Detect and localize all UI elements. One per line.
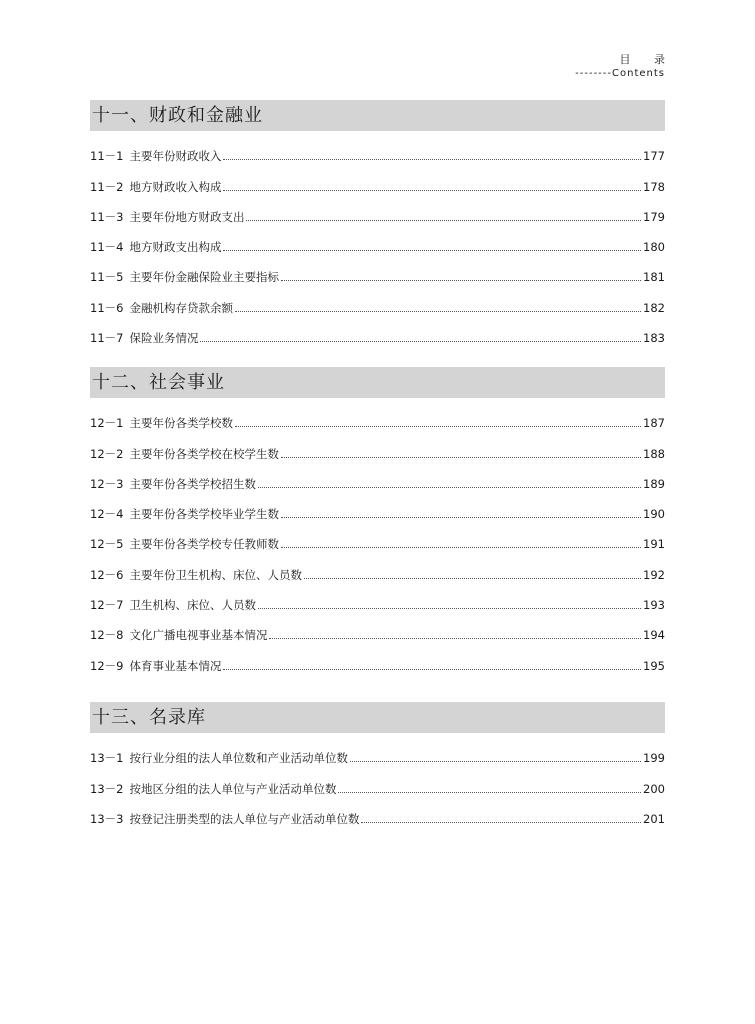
- dot-leader: [281, 546, 641, 548]
- entry-title: 主要年份财政收入: [129, 149, 222, 164]
- entry-page-number: 192: [643, 567, 665, 582]
- toc-entry[interactable]: [90, 401, 665, 431]
- toc-section-11: [90, 100, 665, 346]
- dot-leader: [235, 425, 641, 427]
- entry-page-number: 193: [643, 598, 665, 613]
- entry-number: 11－7: [90, 331, 124, 346]
- toc-entry[interactable]: [90, 613, 665, 643]
- entry-number: 12－7: [90, 598, 124, 613]
- entry-page-number: 179: [643, 209, 665, 224]
- entry-number: 11－1: [90, 149, 124, 164]
- entry-number: 12－8: [90, 628, 124, 643]
- dot-leader: [281, 456, 641, 458]
- entry-page-number: 191: [643, 537, 665, 552]
- entry-title: 主要年份各类学校在校学生数: [129, 446, 279, 461]
- entry-number: 12－2: [90, 446, 124, 461]
- entry-page-number: 201: [643, 811, 665, 826]
- entry-number: 11－5: [90, 270, 124, 285]
- page-header: [575, 53, 675, 81]
- dot-leader: [258, 607, 641, 609]
- entry-number: 11－3: [90, 209, 124, 224]
- entry-page-number: 181: [643, 270, 665, 285]
- entry-title: 文化广播电视事业基本情况: [129, 628, 268, 643]
- dot-leader: [338, 791, 641, 793]
- entry-title: 主要年份卫生机构、床位、人员数: [129, 567, 302, 582]
- entry-page-number: 188: [643, 446, 665, 461]
- entry-page-number: 187: [643, 416, 665, 431]
- entry-list: [90, 134, 665, 346]
- entry-title: 金融机构存贷款余额: [129, 300, 233, 315]
- section-heading: 十二、社会事业: [90, 367, 665, 398]
- entry-number: 13－2: [90, 781, 124, 796]
- toc-entry[interactable]: [90, 285, 665, 315]
- toc-entry[interactable]: [90, 583, 665, 613]
- entry-title: 主要年份各类学校招生数: [129, 476, 256, 491]
- toc-section-13: [90, 702, 665, 827]
- entry-title: 按登记注册类型的法人单位与产业活动单位数: [129, 811, 360, 826]
- entry-number: 12－1: [90, 416, 124, 431]
- dot-leader: [258, 486, 641, 488]
- entry-number: 12－9: [90, 658, 124, 673]
- dot-leader: [223, 158, 641, 160]
- toc-entry[interactable]: [90, 643, 665, 673]
- entry-page-number: 177: [643, 149, 665, 164]
- toc-entry[interactable]: [90, 552, 665, 582]
- toc-entry[interactable]: [90, 431, 665, 461]
- entry-page-number: 182: [643, 300, 665, 315]
- entry-page-number: 195: [643, 658, 665, 673]
- entry-page-number: 200: [643, 781, 665, 796]
- entry-number: 13－3: [90, 811, 124, 826]
- toc-section-12: [90, 367, 665, 674]
- entry-title: 体育事业基本情况: [129, 658, 222, 673]
- section-heading: 十三、名录库: [90, 702, 665, 733]
- section-heading: 十一、财政和金融业: [90, 100, 665, 131]
- dot-leader: [269, 637, 641, 639]
- entry-number: 12－4: [90, 507, 124, 522]
- dot-leader: [200, 340, 641, 342]
- entry-title: 地方财政支出构成: [129, 240, 222, 255]
- entry-number: 12－5: [90, 537, 124, 552]
- entry-number: 13－1: [90, 751, 124, 766]
- toc-entry[interactable]: [90, 736, 665, 766]
- dot-leader: [223, 189, 641, 191]
- entry-number: 11－2: [90, 179, 124, 194]
- header-subtitle: --------Contents: [575, 68, 665, 79]
- entry-title: 主要年份金融保险业主要指标: [129, 270, 279, 285]
- entry-title: 卫生机构、床位、人员数: [129, 598, 256, 613]
- entry-number: 11－6: [90, 300, 124, 315]
- entry-page-number: 190: [643, 507, 665, 522]
- entry-number: 12－6: [90, 567, 124, 582]
- entry-title: 主要年份各类学校专任教师数: [129, 537, 279, 552]
- toc-entry[interactable]: [90, 164, 665, 194]
- dot-leader: [235, 310, 641, 312]
- toc-entry[interactable]: [90, 195, 665, 225]
- header-title: 目 录: [619, 53, 675, 66]
- entry-title: 主要年份各类学校毕业学生数: [129, 507, 279, 522]
- entry-number: 11－4: [90, 240, 124, 255]
- entry-title: 主要年份地方财政支出: [129, 209, 245, 224]
- entry-page-number: 199: [643, 751, 665, 766]
- toc-entry[interactable]: [90, 255, 665, 285]
- entry-list: [90, 401, 665, 674]
- toc-entry[interactable]: [90, 522, 665, 552]
- entry-title: 按地区分组的法人单位与产业活动单位数: [129, 781, 337, 796]
- entry-page-number: 178: [643, 179, 665, 194]
- entry-page-number: 189: [643, 476, 665, 491]
- entry-title: 保险业务情况: [129, 331, 199, 346]
- dot-leader: [281, 516, 641, 518]
- dot-leader: [223, 668, 641, 670]
- dot-leader: [350, 760, 641, 762]
- entry-page-number: 183: [643, 331, 665, 346]
- dot-leader: [246, 219, 641, 221]
- entry-number: 12－3: [90, 476, 124, 491]
- toc-entry[interactable]: [90, 766, 665, 796]
- dot-leader: [361, 821, 641, 823]
- toc-entry[interactable]: [90, 225, 665, 255]
- dot-leader: [281, 279, 641, 281]
- dot-leader: [223, 249, 641, 251]
- entry-title: 主要年份各类学校数: [129, 416, 233, 431]
- dot-leader: [304, 577, 641, 579]
- toc-entry[interactable]: [90, 134, 665, 164]
- entry-title: 按行业分组的法人单位数和产业活动单位数: [129, 751, 348, 766]
- toc-entry[interactable]: [90, 316, 665, 346]
- entry-title: 地方财政收入构成: [129, 179, 222, 194]
- toc-entry[interactable]: [90, 492, 665, 522]
- toc-entry[interactable]: [90, 797, 665, 827]
- toc-entry[interactable]: [90, 462, 665, 492]
- entry-page-number: 194: [643, 628, 665, 643]
- entry-list: [90, 736, 665, 827]
- entry-page-number: 180: [643, 240, 665, 255]
